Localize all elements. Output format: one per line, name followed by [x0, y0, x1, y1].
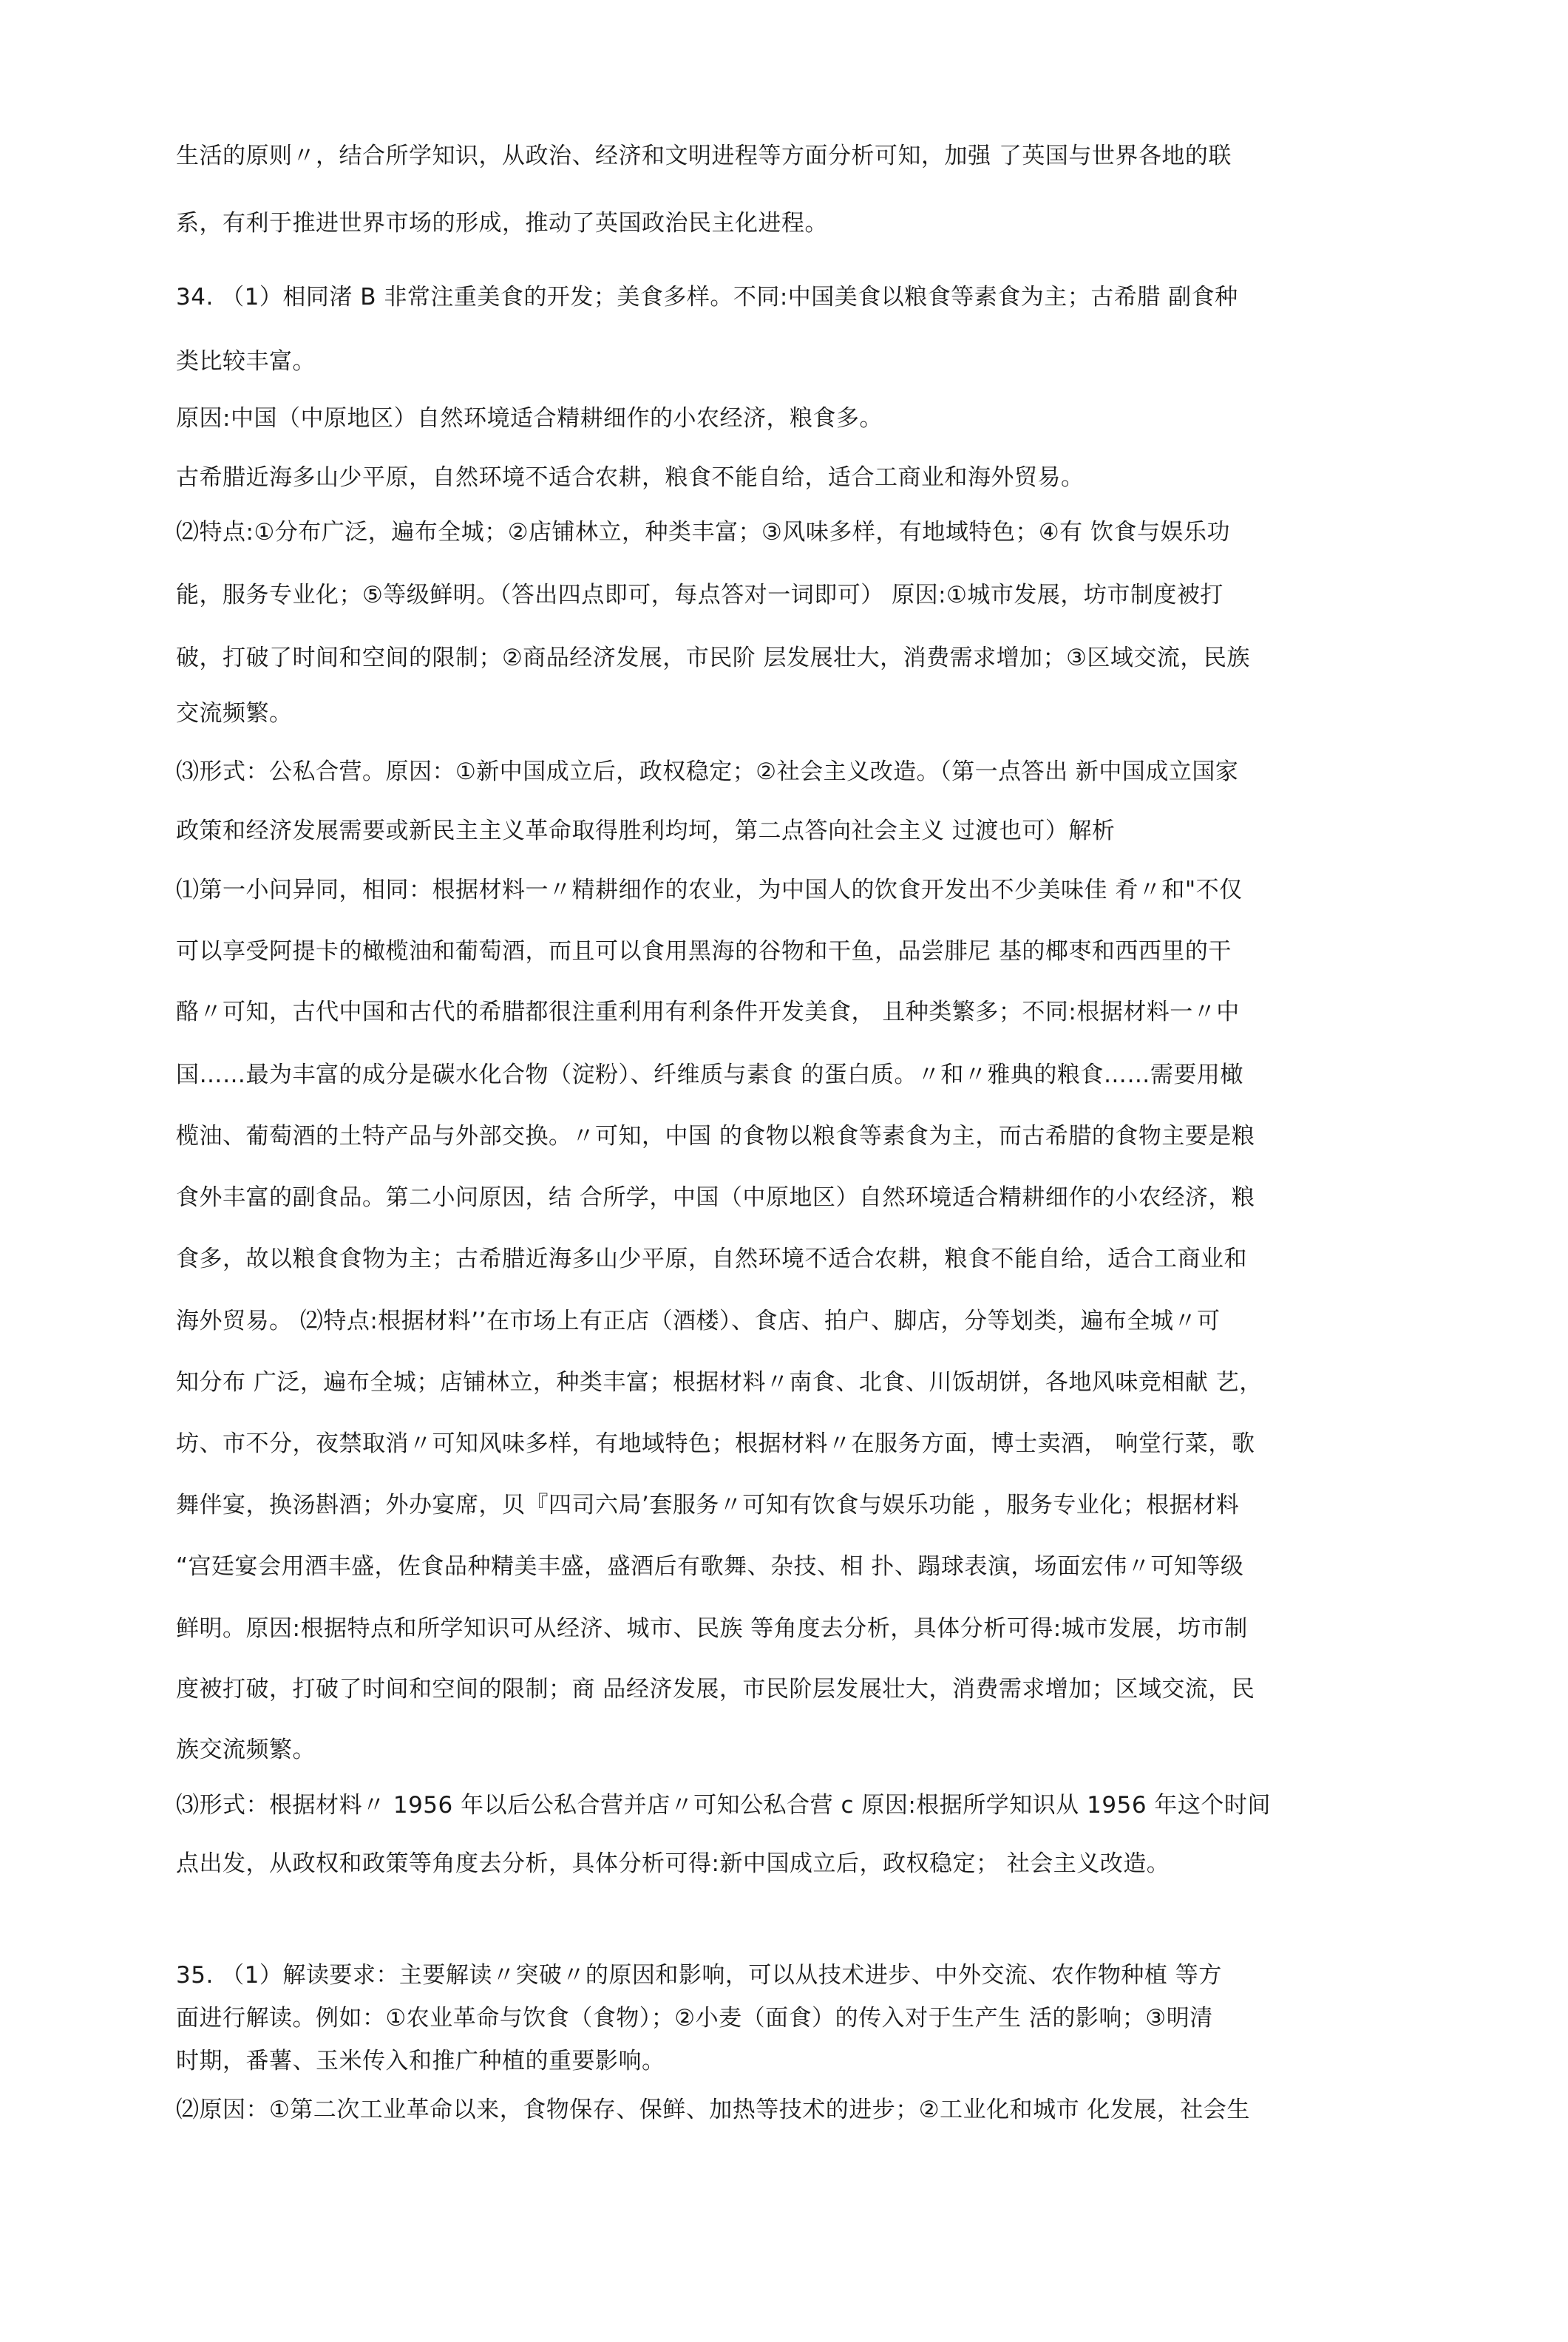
text-line: 时期，番薯、玉米传入和推广种植的重要影响。	[176, 2048, 665, 2074]
text-line: 酪〃可知，古代中国和古代的希腊都很注重利用有利条件开发美食， 且种类繁多；不同:根据材料一〃中	[176, 999, 1240, 1025]
text-line: 国……最为丰富的成分是碳水化合物（淀粉）、纤维质与素食 的蛋白质。〃和〃雅典的粮食……需要用橄	[176, 1062, 1243, 1088]
text-line: “宫廷宴会用酒丰盛，佐食品种精美丰盛，盛酒后有歌舞、杂技、相 扑、蹋球表演，场面宏伟〃可知等级	[176, 1553, 1244, 1580]
text-line: 古希腊近海多山少平原，自然环境不适合农耕，粮食不能自给，适合工商业和海外贸易。	[176, 464, 1085, 491]
text-line: 度被打破，打破了时间和空间的限制；商 品经济发展，市民阶层发展壮大，消费需求增加；区域交流，民	[176, 1676, 1255, 1703]
text-line: 食多，故以粮食食物为主；古希腊近海多山少平原，自然环境不适合农耕，粮食不能自给，适合工商业和	[176, 1246, 1247, 1272]
text-line: 知分布 广泛，遍布全城；店铺林立，种类丰富；根据材料〃南食、北食、川饭胡饼，各地风味竞相献 艺，	[176, 1369, 1263, 1396]
text-line: ⑶形式：根据材料〃 1956 年以后公私合营并店〃可知公私合营 c 原因:根据所学知识从 1956 年这个时间	[176, 1792, 1271, 1819]
question-35-heading: 35. （1）解读要求：主要解读〃突破〃的原因和影响，可以从技术进步、中外交流、农作物种植 等方	[176, 1962, 1222, 1989]
text-line: 破，打破了时间和空间的限制；②商品经济发展，市民阶 层发展壮大，消费需求增加；③区域交流，民族	[176, 645, 1250, 671]
text-line: 族交流频繁。	[176, 1737, 316, 1763]
text-line: 榄油、葡萄酒的土特产品与外部交换。〃可知，中国 的食物以粮食等素食为主，而古希腊的食物主要是粮	[176, 1123, 1255, 1150]
text-line: 能，服务专业化；⑤等级鲜明。（答出四点即可，每点答对一词即可） 原因:①城市发展，坊市制度被打	[176, 582, 1223, 608]
text-line: 点出发，从政权和政策等角度去分析，具体分析可得:新中国成立后，政权稳定； 社会主义改造。	[176, 1850, 1170, 1877]
text-line: 交流频繁。	[176, 700, 293, 727]
text-line: 类比较丰富。	[176, 348, 316, 375]
text-line: 舞伴宴，换汤斟酒；外办宴席，贝『四司六局’套服务〃可知有饮食与娱乐功能 ，服务专业化；根据材料	[176, 1492, 1240, 1518]
text-line: 原因:中国（中原地区）自然环境适合精耕细作的小农经济，粮食多。	[176, 405, 883, 432]
text-line: ⑵特点:①分布广泛，遍布全城；②店铺林立，种类丰富；③风味多样，有地域特色；④有 饮食与娱乐功	[176, 519, 1230, 546]
text-line: 坊、市不分，夜禁取消〃可知风味多样，有地域特色；根据材料〃在服务方面，博士卖酒， 响堂行菜，歌	[176, 1430, 1255, 1457]
document-page	[176, 0, 1406, 2342]
text-line: 可以享受阿提卡的橄榄油和葡萄酒，而且可以食用黑海的谷物和干鱼，品尝腓尼 基的椰枣和西西里的干	[176, 938, 1232, 965]
text-line: 生活的原则〃，结合所学知识，从政治、经济和文明进程等方面分析可知，加强 了英国与世界各地的联	[176, 143, 1232, 169]
text-line: 鲜明。原因:根据特点和所学知识可从经济、城市、民族 等角度去分析，具体分析可得:城市发展，坊市制	[176, 1615, 1248, 1642]
question-34-heading: 34. （1）相同渚 B 非常注重美食的开发；美食多样。不同:中国美食以粮食等素食为主；古希腊 副食种	[176, 284, 1238, 310]
text-line: 面进行解读。例如：①农业革命与饮食（食物）；②小麦（面食）的传入对于生产生 活的影响；③明清	[176, 2005, 1213, 2032]
text-line: ⑵原因：①第二次工业革命以来，食物保存、保鲜、加热等技术的进步；②工业化和城市 化发展，社会生	[176, 2097, 1250, 2123]
text-line: ⑴第一小问异同，相同：根据材料一〃精耕细作的农业，为中国人的饮食开发出不少美味佳 肴〃和"不仅	[176, 877, 1243, 903]
text-line: 政策和经济发展需要或新民主主义革命取得胜利均坷，第二点答向社会主义 过渡也可）解析	[176, 818, 1116, 844]
text-line: 海外贸易。 ⑵特点:根据材料’’在市场上有正店（酒楼）、食店、拍户、脚店，分等划类，遍布全城〃可	[176, 1308, 1221, 1334]
text-line: 系，有利于推进世界市场的形成，推动了英国政治民主化进程。	[176, 210, 828, 237]
text-line: ⑶形式：公私合营。原因：①新中国成立后，政权稳定；②社会主义改造。（第一点答出 新中国成立国家	[176, 758, 1239, 785]
text-line: 食外丰富的副食品。第二小问原因，结 合所学，中国（中原地区）自然环境适合精耕细作的小农经济，粮	[176, 1184, 1255, 1211]
